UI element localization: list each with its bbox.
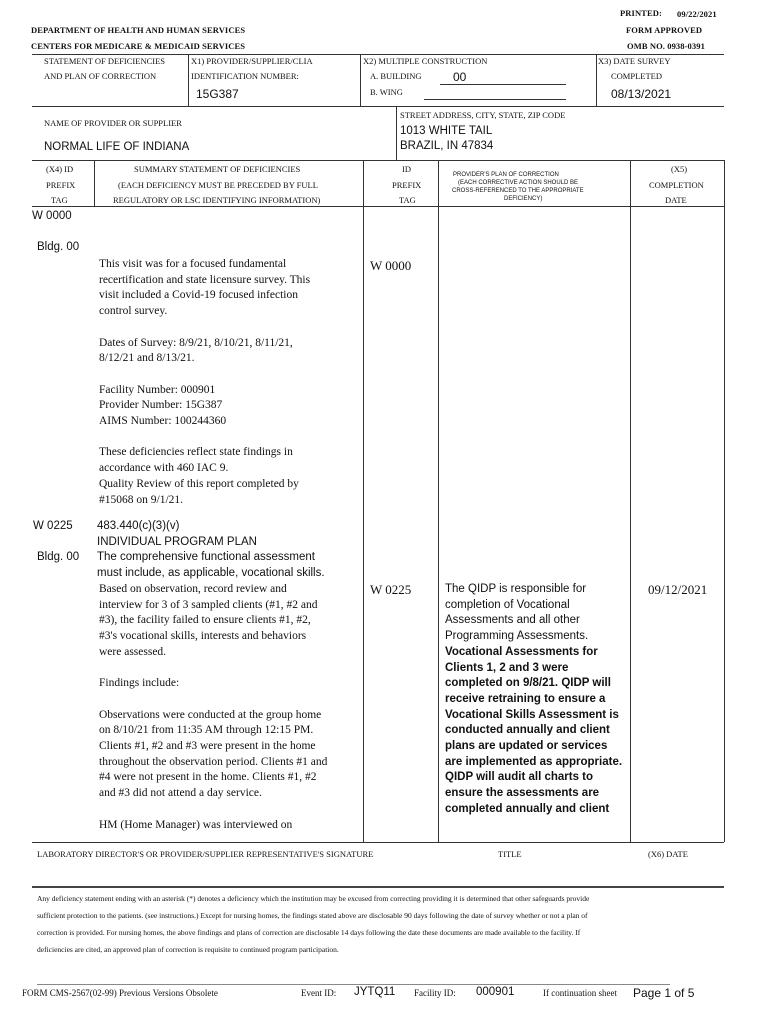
col-x5: (X5) — [671, 164, 688, 174]
facility-id-value: 000901 — [476, 986, 515, 998]
col-summary-1: SUMMARY STATEMENT OF DEFICIENCIES — [134, 164, 301, 174]
col-tag-2: TAG — [399, 195, 416, 205]
col-date: DATE — [665, 195, 687, 205]
col-id: ID — [402, 164, 411, 174]
entry1-id-tag: W 0000 — [370, 258, 412, 273]
entry2-reg-number: 483.440(c)(3)(v) — [97, 520, 180, 532]
title-label: TITLE — [498, 849, 522, 859]
entry2-bldg: Bldg. 00 — [37, 551, 80, 563]
facility-id-label: Facility ID: — [414, 988, 456, 998]
entry2-summary — [99, 582, 331, 833]
event-id-label: Event ID: — [301, 988, 337, 998]
entry1-facility-number: Facility Number: 000901 — [99, 383, 216, 396]
entry2-plan-of-correction — [445, 582, 623, 818]
signature-label: LABORATORY DIRECTOR'S OR PROVIDER/SUPPLIER REPRESENTATIVE'S SIGNATURE — [37, 849, 374, 859]
form-approved: FORM APPROVED — [626, 25, 703, 35]
col-plan-4: DEFICIENCY) — [504, 196, 543, 202]
x6-date-label: (X6) DATE — [648, 849, 688, 859]
survey-completed-date: 08/13/2021 — [611, 87, 672, 101]
entry2-plan-bold-text: Vocational Assessments for Clients 1, 2 and 3 were completed on 9/8/21. QIDP will receive retraining to ensure a Vocational Skills Assessment is conducted annually and client plans are updated or services are implemented as appropriate. QIDP will audit all charts to ensure the assessments are completed annually and client — [445, 645, 623, 815]
entry1-bldg: Bldg. 00 — [37, 241, 80, 253]
address-line2: BRAZIL, IN 47834 — [400, 140, 494, 152]
printed-date: 09/22/2021 — [677, 9, 717, 19]
agency-line1: DEPARTMENT OF HEALTH AND HUMAN SERVICES — [31, 25, 246, 35]
entry1-findings-statement: These deficiencies reflect state findings in accordance with 460 IAC 9. — [99, 446, 293, 475]
x3-label-1: X3) DATE SURVEY — [598, 56, 671, 66]
x1-label-2: IDENTIFICATION NUMBER: — [191, 71, 299, 81]
entry2-tag: W 0225 — [33, 520, 73, 532]
entry2-paragraph-3: Observations were conducted at the group home on 8/10/21 from 11:35 AM through 12:15 PM. Clients #1, #2 and #3 were present in the home throughout the observation period. Clients #1 and #4 were not present in the home. Clients #1, #2 and #3 did not attend a day service. — [99, 708, 328, 800]
x1-label-1: X1) PROVIDER/SUPPLIER/CLIA — [191, 56, 313, 66]
col-completion: COMPLETION — [649, 180, 704, 190]
entry2-id-tag: W 0225 — [370, 582, 412, 597]
entry1-paragraph: This visit was for a focused fundamental recertification and state licensure survey. This visit included a Covid-19 focused infection control survey. — [99, 258, 311, 318]
col-prefix-2: PREFIX — [392, 180, 422, 190]
building-value: 00 — [453, 70, 467, 84]
wing-label: B. WING — [370, 87, 403, 97]
col-tag: TAG — [51, 195, 68, 205]
form-number: FORM CMS-2567(02-99) Previous Versions Obsolete — [22, 988, 218, 998]
omb-number: OMB NO. 0938-0391 — [627, 41, 705, 51]
building-label: A. BUILDING — [370, 71, 422, 81]
entry1-survey-dates: Dates of Survey: 8/9/21, 8/10/21, 8/11/21, 8/12/21 and 8/13/21. — [99, 336, 293, 365]
x3-label-2: COMPLETED — [611, 71, 662, 81]
col-prefix: PREFIX — [46, 180, 76, 190]
col-plan-1: PROVIDER'S PLAN OF CORRECTION — [453, 172, 559, 178]
printed-label: PRINTED: — [620, 8, 662, 18]
entry2-plan-text: The QIDP is responsible for completion of Vocational Assessments and all other Programming Assessments. — [445, 583, 589, 643]
x2-label: X2) MULTIPLE CONSTRUCTION — [363, 56, 488, 66]
entry2-paragraph-1: Based on observation, record review and interview for 3 of 3 sampled clients (#1, #2 and #3), the facility failed to ensure clients #1, #2, #3's vocational skills, interests and behaviors were assessed. — [99, 583, 318, 658]
col-x4-id: (X4) ID — [46, 164, 74, 174]
provider-id-value: 15G387 — [196, 87, 239, 101]
entry2-findings-include: Findings include: — [99, 677, 180, 690]
continuation-label: If continuation sheet — [543, 988, 617, 998]
col-summary-3: REGULATORY OR LSC IDENTIFYING INFORMATION) — [113, 195, 321, 205]
agency-line2: CENTERS FOR MEDICARE & MEDICAID SERVICES — [31, 41, 246, 51]
event-id-value: JYTQ11 — [354, 986, 396, 998]
provider-name-label: NAME OF PROVIDER OR SUPPLIER — [44, 118, 182, 128]
footnote: Any deficiency statement ending with an asterisk (*) denotes a deficiency which the institution may be excused from correcting providing it is determined that other safeguards provide sufficient protection to the patients. (see instructions.) Except for nursing homes, the findings stated above are disclosable 90 days following the date of survey whether or not a plan of correction is provided. For nursing homes, the above findings and plans of correction are disclosable 14 days following the date these documents are made available to the facility. If deficiencies are cited, an approved plan of correction is requisite to continued program participation. — [37, 894, 590, 954]
entry2-paragraph-4: HM (Home Manager) was interviewed on — [99, 818, 293, 831]
entry2-reg-text: The comprehensive functional assessment must include, as applicable, vocational skills. — [97, 551, 325, 580]
entry1-summary — [99, 257, 329, 508]
entry1-quality-review: Quality Review of this report completed by #15068 on 9/1/21. — [99, 477, 299, 506]
entry2-completion-date: 09/12/2021 — [648, 582, 708, 597]
entry2-reg-title: INDIVIDUAL PROGRAM PLAN — [97, 535, 257, 548]
col-plan-3: CROSS-REFERENCED TO THE APPROPRIATE — [452, 188, 584, 194]
page-number: Page 1 of 5 — [633, 986, 695, 1000]
address-line1: 1013 WHITE TAIL — [400, 125, 493, 137]
entry2-regulation — [97, 519, 329, 582]
entry1-aims-number: AIMS Number: 100244360 — [99, 415, 227, 427]
col-plan-2: (EACH CORRECTIVE ACTION SHOULD BE — [458, 180, 579, 186]
entry1-provider-number: Provider Number: 15G387 — [99, 399, 223, 412]
statement-label-2: AND PLAN OF CORRECTION — [44, 71, 157, 81]
entry1-tag: W 0000 — [32, 210, 72, 222]
col-summary-2: (EACH DEFICIENCY MUST BE PRECEDED BY FULL — [118, 180, 318, 190]
address-label: STREET ADDRESS, CITY, STATE, ZIP CODE — [400, 110, 566, 120]
statement-label-1: STATEMENT OF DEFICIENCIES — [44, 56, 166, 66]
provider-name: NORMAL LIFE OF INDIANA — [44, 141, 190, 153]
